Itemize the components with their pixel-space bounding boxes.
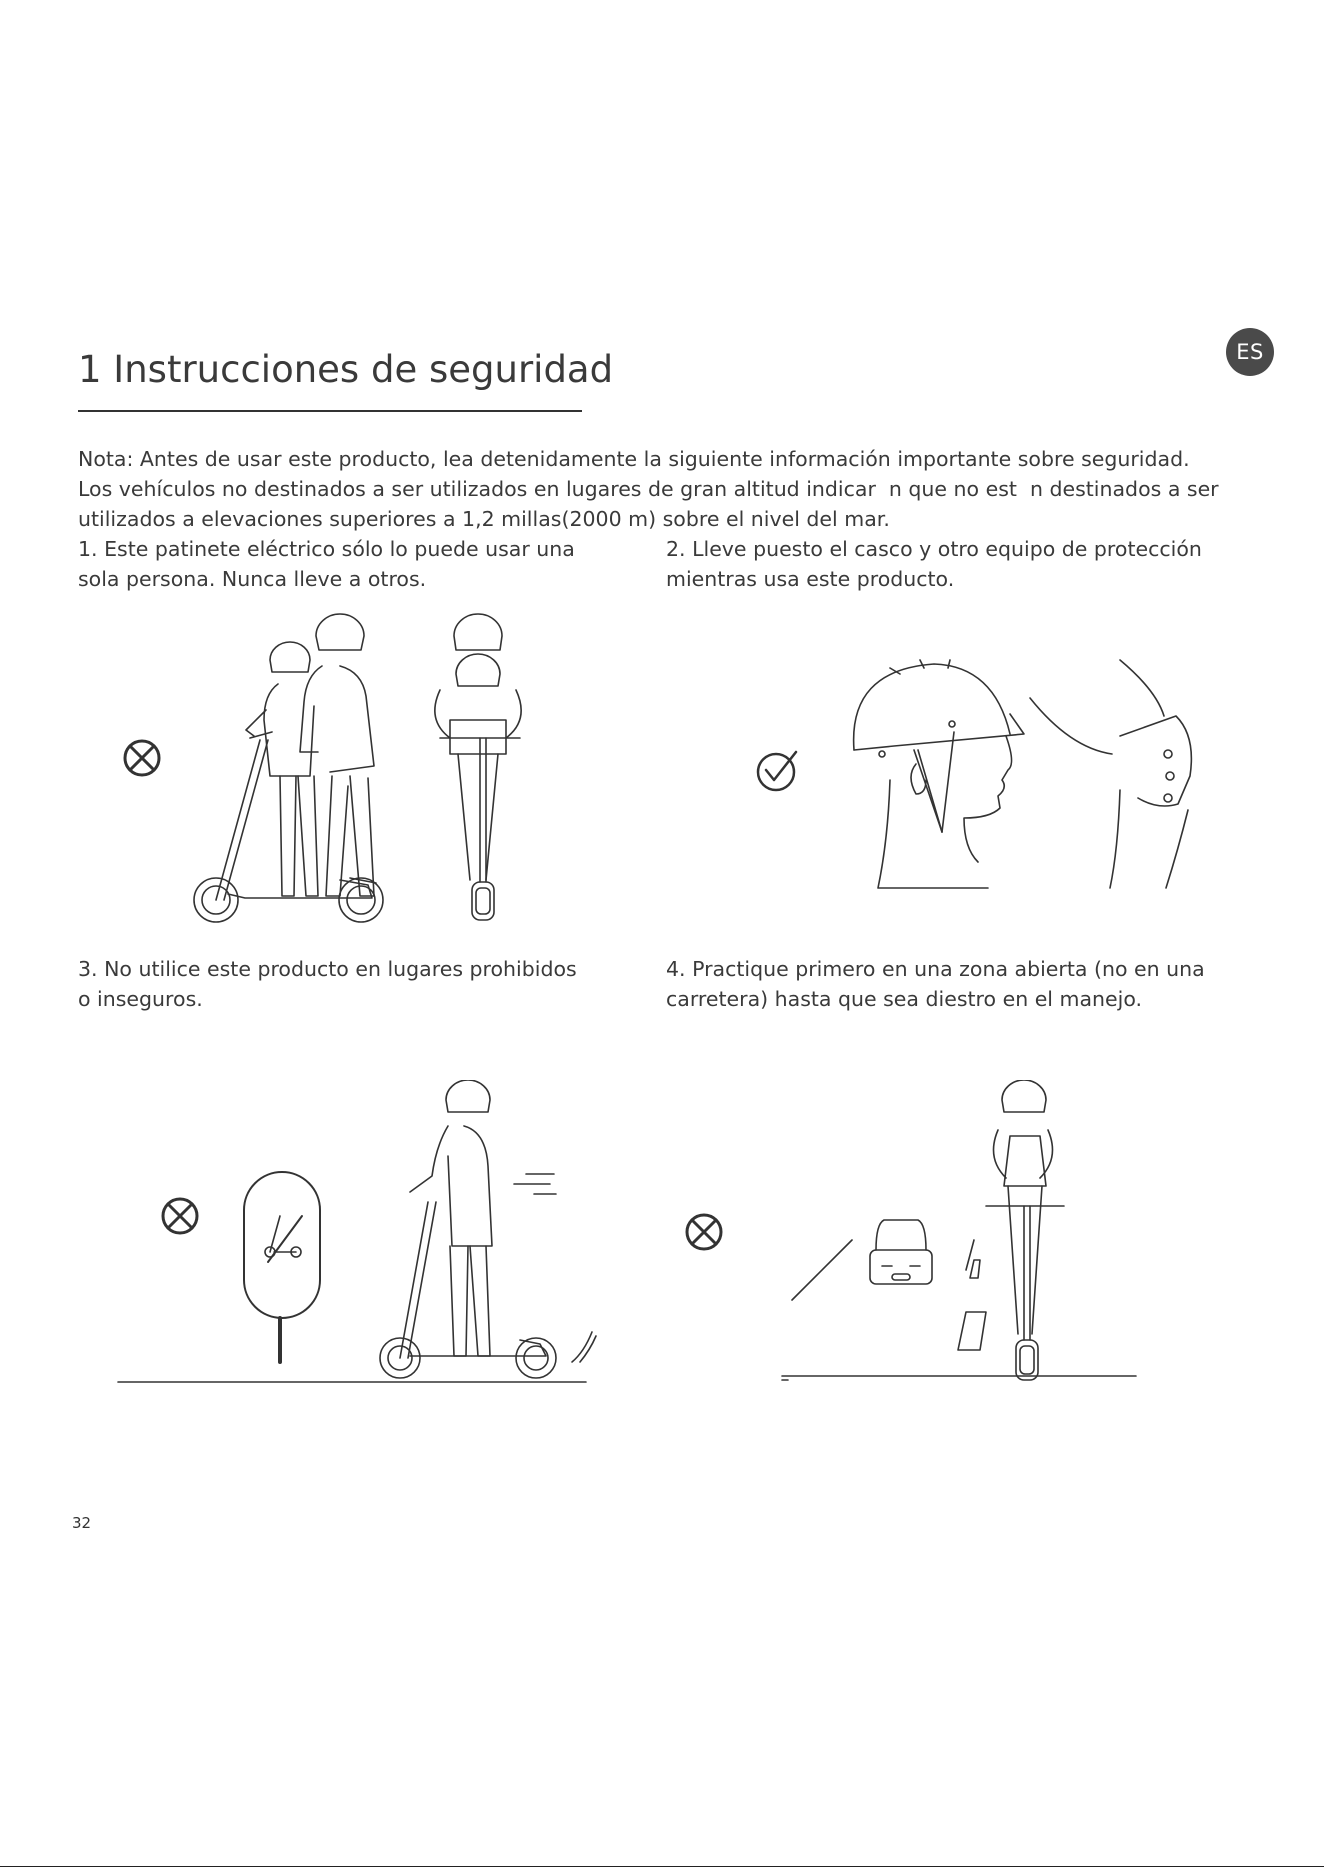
prohibited-icon [687,1215,721,1249]
knee-pad [1030,660,1191,888]
rider-front-view [986,1080,1064,1380]
intro-line: Los vehículos no destinados a ser utilizados en lugares de gran altitud indicar n que no est n destinados a ser [78,477,1219,501]
page-title: 1 Instrucciones de seguridad [78,348,614,391]
safety-item-4-line2: carretera) hasta que sea diestro en el manejo. [666,987,1143,1011]
safety-item-3 [78,954,577,1014]
prohibited-icon [163,1199,197,1233]
safety-item-4 [666,954,1205,1014]
scooter-rider [380,1080,556,1378]
safety-item-1-line1: 1. Este patinete eléctrico sólo lo puede usar una [78,537,575,561]
page-number: 32 [72,1514,92,1532]
footer-rule [0,1866,1324,1867]
safety-item-1-line2: sola persona. Nunca lleve a otros. [78,567,427,591]
intro-line: Nota: Antes de usar este producto, lea detenidamente la siguiente información importante sobre seguridad. [78,447,1190,471]
safety-item-3-line1: 3. No utilice este producto en lugares prohibidos [78,957,577,981]
front-rider [246,642,318,896]
check-icon [758,752,796,790]
safety-item-2-line2: mientras usa este producto. [666,567,955,591]
riders-front-view [435,614,521,880]
intro-note [78,444,1258,534]
practice-open-area-illustration [670,1080,1150,1390]
safety-item-4-line1: 4. Practique primero en una zona abierta (no en una [666,957,1205,981]
prohibited-area-illustration [110,1080,610,1390]
safety-item-3-line2: o inseguros. [78,987,203,1011]
scooter-front-view [440,738,520,920]
car-icon [870,1220,932,1284]
safety-item-2-line1: 2. Lleve puesto el casco y otro equipo de protección [666,537,1202,561]
head-with-helmet [854,660,1024,888]
two-riders-illustration [110,600,610,930]
safety-item-1 [78,534,575,594]
prohibited-icon [125,741,159,775]
title-underline [78,410,582,412]
no-scooter-sign [244,1172,320,1362]
road-markings [782,1240,986,1380]
safety-item-2 [666,534,1202,594]
intro-line: utilizados a elevaciones superiores a 1,2 millas(2000 m) sobre el nivel del mar. [78,507,890,531]
protective-gear-illustration [740,640,1210,890]
language-badge: ES [1226,328,1274,376]
motion-lines [514,1174,596,1362]
